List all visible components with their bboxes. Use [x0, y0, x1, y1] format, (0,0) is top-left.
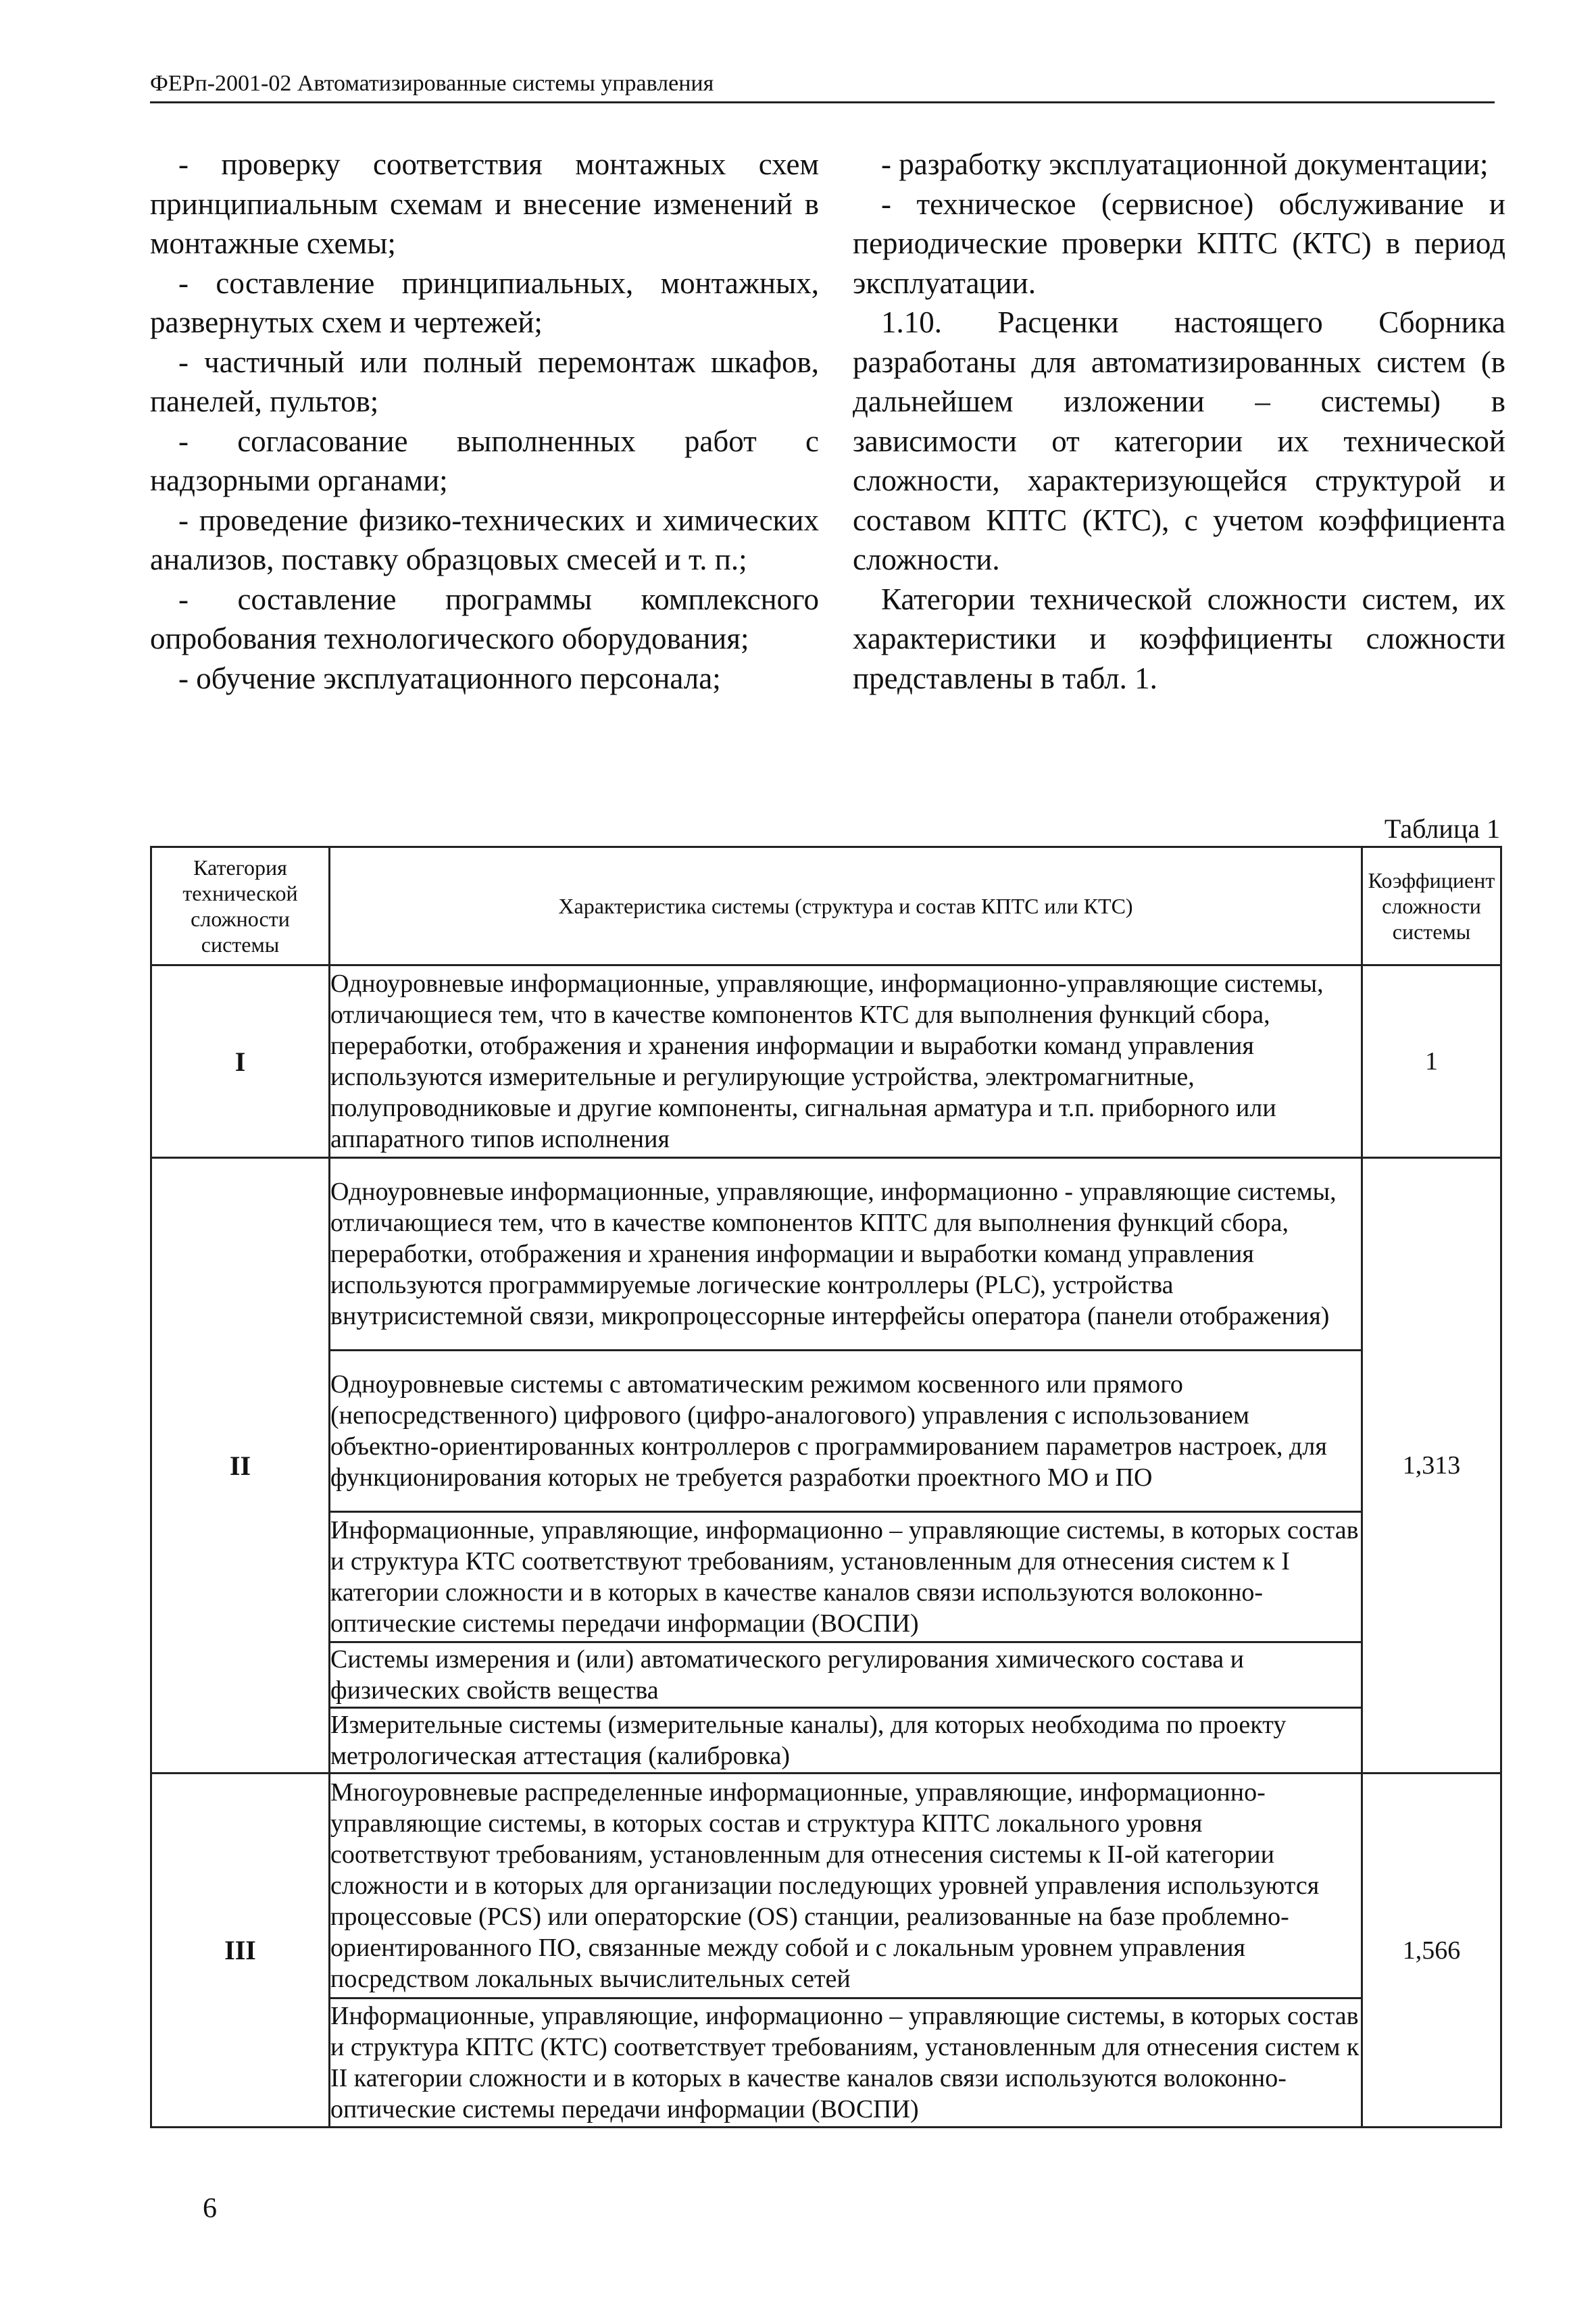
left-paragraph: - проведение физико-технических и химических анализов, поставку образцовых смесей и т. п.;	[150, 503, 819, 576]
category-cell: I	[151, 965, 330, 1158]
table-row	[151, 1642, 1501, 1708]
header-coefficient: Коэффициент сложности системы	[1362, 847, 1501, 965]
left-paragraph: - частичный или полный перемонтаж шкафов, панелей, пультов;	[150, 345, 819, 418]
right-paragraph: 1.10. Расценки настоящего Сборника разработаны для автоматизированных систем (в дальнейшем изложении – системы) в зависимости от категории их технической сложности, характеризующейся структурой и составом КПТС (КТС), с учетом коэффициента сложности.	[853, 305, 1505, 576]
table-row	[151, 1774, 1501, 1998]
right-paragraph: - разработку эксплуатационной документации;	[881, 147, 1489, 181]
table-row	[151, 1351, 1501, 1512]
description-cell: Информационные, управляющие, информационно – управляющие системы, в которых состав и структура КТС соответствуют требованиям, установленным для отнесения систем к I категории сложности и в которых в качестве каналов связи используются волоконно-оптические системы передачи информации (ВОСПИ)	[330, 1512, 1362, 1642]
header-description: Характеристика системы (структура и состав КПТС или КТС)	[330, 847, 1362, 965]
table-row	[151, 1708, 1501, 1774]
left-paragraph: - составление программы комплексного опробования технологического оборудования;	[150, 582, 819, 655]
table-row	[151, 965, 1501, 1158]
table-caption: Таблица 1	[1384, 813, 1500, 844]
left-text-column	[150, 145, 819, 698]
description-cell: Одноуровневые информационные, управляющие, информационно-управляющие системы, отличающиеся тем, что в качестве компонентов КТС для выполнения функций сбора, переработки, отображения и хранения информации и выработки команд управления используются измерительные и регулирующие устройства, электромагнитные, полупроводниковые и другие компоненты, сигнальная арматура и т.п. приборного или аппаратного типов исполнения	[330, 965, 1362, 1158]
description-cell: Одноуровневые системы с автоматическим режимом косвенного или прямого (непосредственного) цифрового (цифро-аналогового) управления с использованием объектно-ориентированных контроллеров с программированием параметров настроек, для функционирования которых не требуется разработки проектного МО и ПО	[330, 1351, 1362, 1512]
running-header: ФЕРп-2001-02 Автоматизированные системы управления	[150, 70, 1495, 103]
header-category: Категория технической сложности системы	[151, 847, 330, 965]
table-row	[151, 1158, 1501, 1351]
complexity-table	[150, 846, 1502, 2128]
description-cell: Информационные, управляющие, информационно – управляющие системы, в которых состав и структура КПТС (КТС) соответствует требованиям, установленным для отнесения систем к II категории сложности и в которых в качестве каналов связи используются волоконно-оптические системы передачи информации (ВОСПИ)	[330, 1998, 1362, 2128]
description-cell: Системы измерения и (или) автоматического регулирования химического состава и физических свойств вещества	[330, 1642, 1362, 1708]
description-cell: Многоуровневые распределенные информационные, управляющие, информационно-управляющие системы, в которых состав и структура КПТС локального уровня соответствуют требованиям, установленным для отнесения системы к II-ой категории сложности и в которых для организации последующих уровней управления используются процессовые (PCS) или операторские (OS) станции, реализованные на базе проблемно-ориентированного ПО, связанные между собой и с локальным уровнем управления посредством локальных вычислительных сетей	[330, 1774, 1362, 1998]
right-paragraph: - техническое (сервисное) обслуживание и периодические проверки КПТС (КТС) в период эксплуатации.	[853, 186, 1505, 300]
description-cell: Измерительные системы (измерительные каналы), для которых необходима по проекту метрологическая аттестация (калибровка)	[330, 1708, 1362, 1774]
coefficient-cell: 1	[1362, 965, 1501, 1158]
description-cell: Одноуровневые информационные, управляющие, информационно - управляющие системы, отличающиеся тем, что в качестве компонентов КПТС для выполнения функций сбора, переработки, отображения и хранения информации и выработки команд управления используются программируемые логические контроллеры (PLC), устройства внутрисистемной связи, микропроцессорные интерфейсы оператора (панели отображения)	[330, 1158, 1362, 1351]
coefficient-cell: 1,313	[1362, 1158, 1501, 1774]
table-row	[151, 1512, 1501, 1642]
category-cell: II	[151, 1158, 330, 1774]
right-paragraph: Категории технической сложности систем, их характеристики и коэффициенты сложности представлены в табл. 1.	[853, 582, 1505, 695]
table-header-row	[151, 847, 1501, 965]
right-text-column	[853, 145, 1505, 698]
left-paragraph: - проверку соответствия монтажных схем принципиальным схемам и внесение изменений в монтажные схемы;	[150, 147, 819, 260]
left-paragraph: - составление принципиальных, монтажных, развернутых схем и чертежей;	[150, 266, 819, 339]
page-number: 6	[203, 2193, 217, 2224]
category-cell: III	[151, 1774, 330, 2128]
coefficient-cell: 1,566	[1362, 1774, 1501, 2128]
left-paragraph: - согласование выполненных работ с надзорными органами;	[150, 424, 819, 497]
table-row	[151, 1998, 1501, 2128]
left-paragraph: - обучение эксплуатационного персонала;	[178, 661, 721, 695]
